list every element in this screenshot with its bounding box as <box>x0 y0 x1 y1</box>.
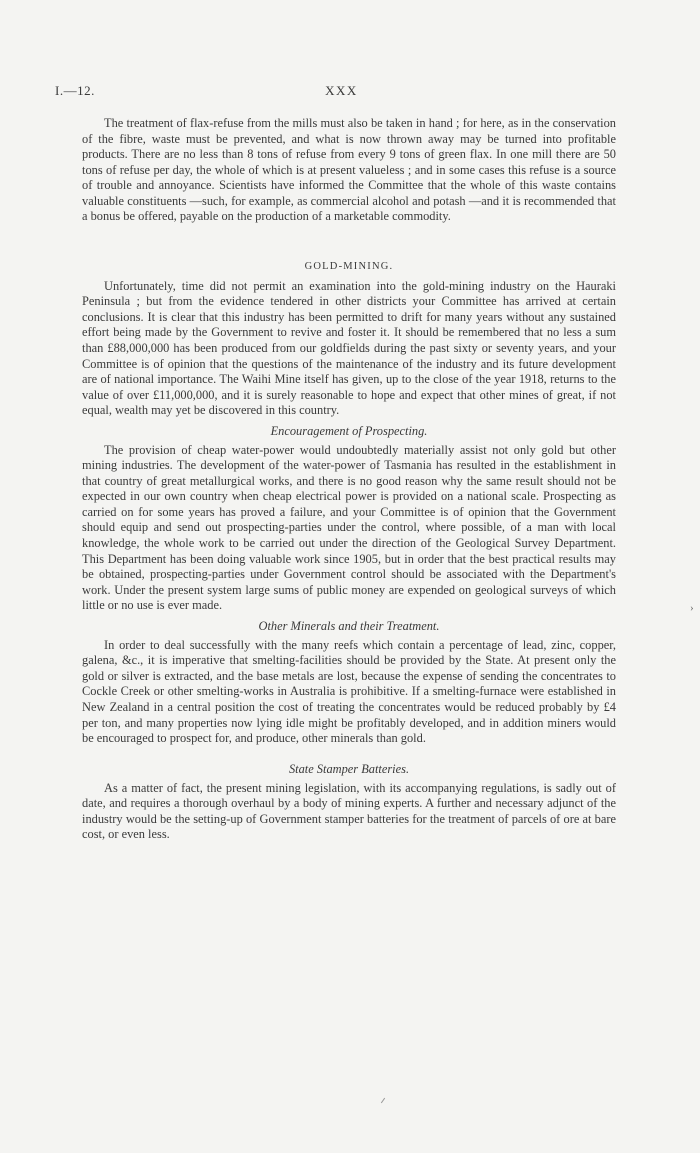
gold-mining-paragraph: Unfortunately, time did not permit an examination into the gold-mining industry on the Hauraki Peninsula ; but from the evidence tendered in other districts your Committee has arrived at certain conclusions. It is clear that this industry has been permitted to drift for many years without any sustained effort being made by the Government to revive and foster it. It should be remembered that no less a sum than £88,000,000 has been produced from our goldfields during the past sixty or seventy years, and your Committee is of opinion that the questions of the maintenance of the industry and its future development are of national importance. The Waihi Mine itself has given, up to the close of the year 1918, returns to the value of over £11,000,000, and it is surely reasonable to hope and expect that other mines of great, if not equal, wealth may yet be discovered in this country. <box>82 278 616 418</box>
scan-artifact <box>381 1098 385 1103</box>
margin-mark: › <box>690 602 694 614</box>
other-minerals-paragraph: In order to deal successfully with the many reefs which contain a percentage of lead, zinc, copper, galena, &c., it is imperative that smelting-facilities should be provided by the State. At present only the gold or silver is extracted, and the base metals are lost, because the expense of sending the concentrates to Cockle Creek or other smelting-works in Australia is prohibitive. If a smelting-furnace were established in New Zealand in a central position the cost of treating the concentrates would be reduced probably by £4 per ton, and many properties now lying idle might be profitably developed, and in addition miners would be encouraged to prospect for, and produce, other minerals than gold. <box>82 637 616 746</box>
prospecting-paragraph: The provision of cheap water-power would undoubtedly materially assist not only gold but other mining industries. The development of the water-power of Tasmania has resulted in the establishment in that country of great metallurgical works, and there is no good reason why the same result should not be expected in our own country when cheap electrical power is provided on a national scale. Prospecting as carried on for some years has proved a failure, and your Committee is of opinion that the Government should equip and send out prospecting-parties under the control, where possible, of a man with local knowledge, the whole work to be carried out under the direction of the Geological Survey Department. This Department has been doing valuable work since 1905, but in order that the best practical results may be obtained, prospecting-parties under Government control should be associated with the Department's work. Under the present system large sums of public money are expended on geological surveys of which little or no use is ever made. <box>82 442 616 613</box>
gold-mining-heading: GOLD-MINING. <box>304 260 394 272</box>
body-text <box>82 116 616 843</box>
page-reference: I.—12. <box>55 83 95 98</box>
flax-refuse-paragraph: The treatment of flax-refuse from the mills must also be taken in hand ; for here, as in the conservation of the fibre, waste must be prevented, and what is now thrown away may be turned into profitable products. There are no less than 8 tons of refuse from every 9 tons of green flax. In one mill there are 50 tons of refuse per day, the whole of which is at present valueless ; and in some cases this refuse is a source of trouble and annoyance. Scientists have informed the Committee that the whole of this waste contains valuable constituents —such, for example, as commercial alcohol and potash —and it is recommended that a bonus be offered, payable on the production of a marketable commodity. <box>82 116 616 224</box>
page-header <box>55 83 628 103</box>
stamper-batteries-paragraph: As a matter of fact, the present mining legislation, with its accompanying regulations, is sadly out of date, and requires a thorough overhaul by a body of mining experts. A further and necessary adjunct of the industry would be the setting-up of Government stamper batteries for the treatment of parcels of ore at bare cost, or even less. <box>82 780 616 842</box>
page-number: XXX <box>325 83 358 98</box>
prospecting-heading: Encouragement of Prospecting. <box>270 423 428 438</box>
other-minerals-heading: Other Minerals and their Treatment. <box>258 618 440 633</box>
stamper-batteries-heading: State Stamper Batteries. <box>288 761 410 776</box>
